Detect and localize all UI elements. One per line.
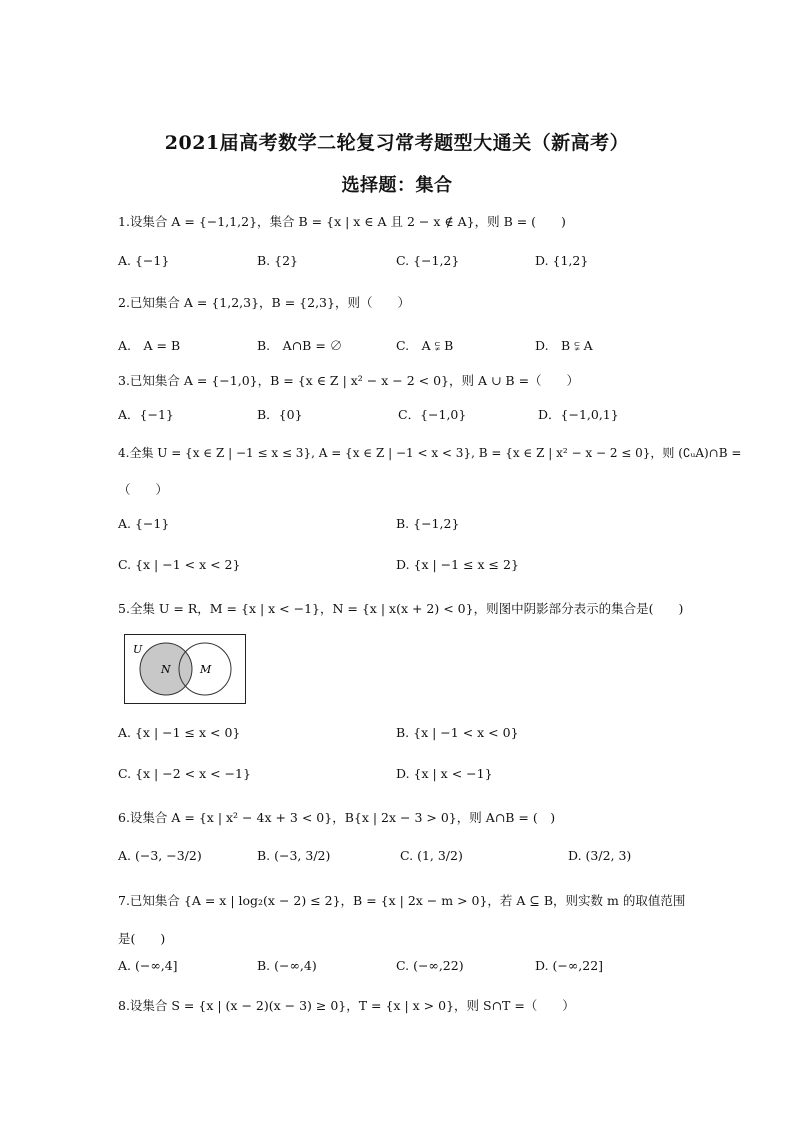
question-4-option-d: D. {x | −1 ≤ x ≤ 2} [396,557,519,572]
venn-label-m: M [200,663,212,676]
venn-label-u: U [133,643,143,656]
question-8-stem: 8.设集合 S = {x | (x − 2)(x − 3) ≥ 0}，T = {x | x > 0}，则 S∩T =（ ） [118,998,575,1013]
question-4-option-c: C. {x | −1 < x < 2} [118,557,241,572]
question-7-option-d: D. (−∞,22] [535,958,604,973]
question-5-stem: 5.全集 U = R，M = {x | x < −1}，N = {x | x(x + 2) < 0}，则图中阴影部分表示的集合是( ) [118,601,684,616]
question-4-option-a: A. {−1} [118,516,170,531]
question-6-option-b: B. (−3, 3/2) [257,848,331,863]
question-7-stem: 7.已知集合 {A = x | log₂(x − 2) ≤ 2}，B = {x | 2x − m > 0}，若 A ⊆ B，则实数 m 的取值范围 [118,893,686,908]
question-6-option-c: C. (1, 3/2) [400,848,463,863]
question-7-option-a: A. (−∞,4] [118,958,178,973]
question-1-option-a: A. {−1} [118,253,170,268]
venn-label-n: N [161,663,171,676]
question-4-stem: 4.全集 U = {x ∈ Z | −1 ≤ x ≤ 3}, A = {x ∈ Z | −1 < x < 3}, B = {x ∈ Z | x² − x − 2 ≤ 0}，则 (∁ᵤA)∩B = [118,446,742,460]
question-2-option-a: A. A = B [118,338,181,353]
question-3-stem: 3.已知集合 A = {−1,0}，B = {x ∈ Z | x² − x − 2 < 0}，则 A ∪ B =（ ） [118,373,580,388]
question-1-stem: 1.设集合 A = {−1,1,2}，集合 B = {x | x ∈ A 且 2 − x ∉ A}，则 B = ( ) [118,214,566,229]
question-5-option-b: B. {x | −1 < x < 0} [396,725,519,740]
venn-diagram [124,634,248,706]
question-6-option-d: D. (3/2, 3) [568,848,632,863]
question-5-option-c: C. {x | −2 < x < −1} [118,766,251,781]
document-title: 2021届高考数学二轮复习常考题型大通关（新高考） [164,132,630,154]
question-2-option-d: D. B ⫋ A [535,338,593,353]
question-3-option-b: B．{0} [257,407,303,422]
question-7-stem-continued: 是( ) [118,931,166,946]
question-5-option-a: A. {x | −1 ≤ x < 0} [118,725,241,740]
question-2-option-c: C. A ⫋ B [396,338,454,353]
question-1-option-b: B. {2} [257,253,298,268]
question-5-option-d: D. {x | x < −1} [396,766,493,781]
question-1-option-d: D. {1,2} [535,253,589,268]
question-1-option-c: C. {−1,2} [396,253,460,268]
question-2-stem: 2.已知集合 A = {1,2,3}，B = {2,3}，则（ ） [118,295,410,310]
question-3-option-d: D．{−1,0,1} [538,407,619,422]
question-3-option-c: C．{−1,0} [398,407,467,422]
question-7-option-c: C. (−∞,22) [396,958,464,973]
question-6-option-a: A. (−3, −3/2) [118,848,202,863]
section-title: 选择题：集合 [341,175,453,196]
question-7-option-b: B. (−∞,4) [257,958,317,973]
question-6-stem: 6.设集合 A = {x | x² − 4x + 3 < 0}，B{x | 2x − 3 > 0}，则 A∩B = ( ) [118,810,556,825]
question-3-option-a: A．{−1} [118,407,174,422]
question-4-option-b: B. {−1,2} [396,516,460,531]
question-4-stem-continued: （ ） [118,482,169,497]
question-2-option-b: B. A∩B = ∅ [257,338,343,353]
